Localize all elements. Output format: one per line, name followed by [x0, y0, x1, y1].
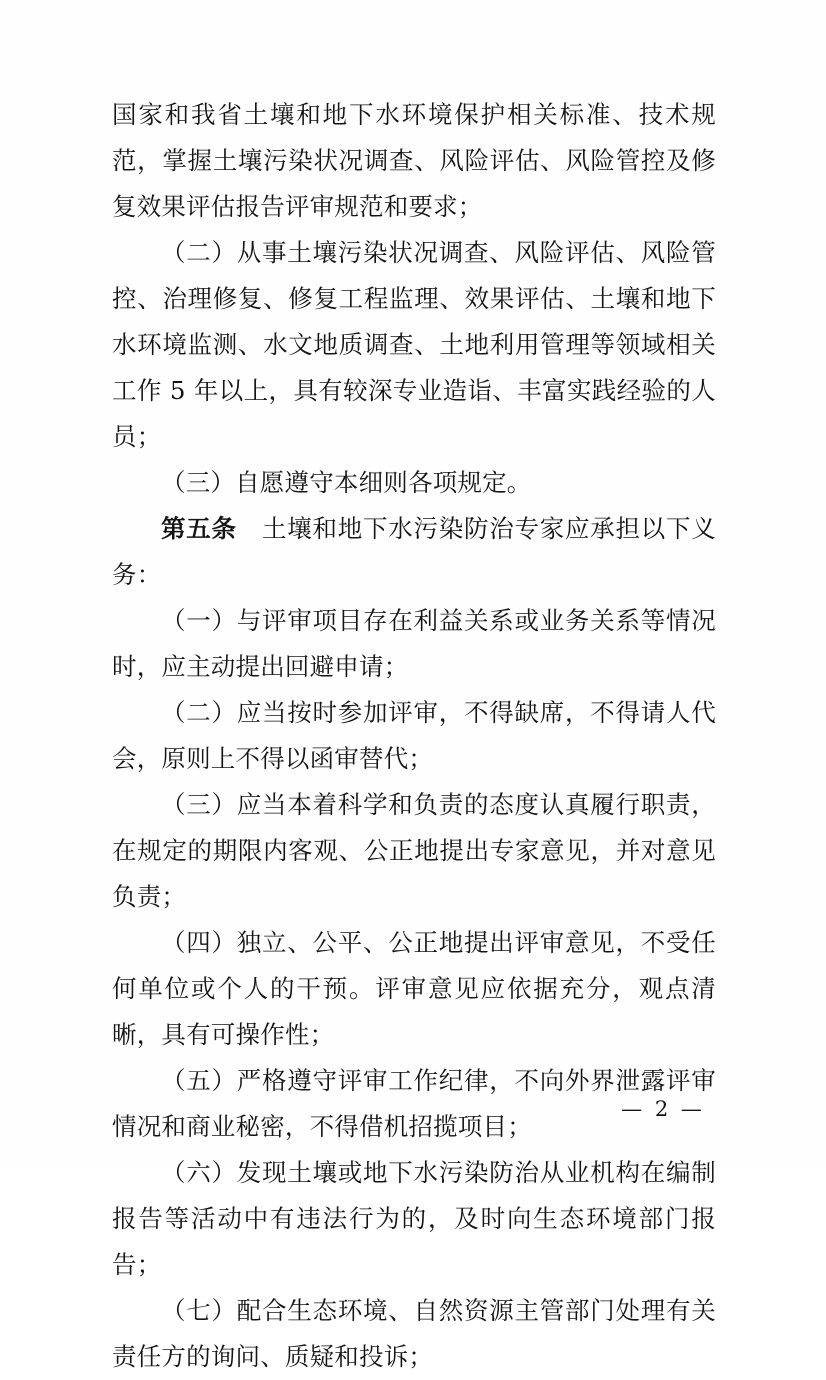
paragraph-article-5: [112, 506, 716, 598]
paragraph-duty-6: （六）发现土壤或地下水污染防治从业机构在编制报告等活动中有违法行为的，及时向生态环境部门报告；: [112, 1158, 716, 1279]
article-number-label: 第五条: [161, 514, 237, 543]
article-text: 土壤和地下水污染防治专家应承担以下义务：: [112, 514, 716, 589]
page-footer: [0, 1097, 826, 1121]
paragraph-duty-5: （五）严格遵守评审工作纪律，不向外界泄露评审情况和商业秘密，不得借机招揽项目；: [112, 1066, 716, 1141]
paragraph-continuation: 国家和我省土壤和地下水环境保护相关标准、技术规范，掌握土壤污染状况调查、风险评估、风险管控及修复效果评估报告评审规范和要求；: [112, 100, 716, 221]
paragraph-duty-4: （四）独立、公平、公正地提出评审意见，不受任何单位或个人的干预。评审意见应依据充分，观点清晰，具有可操作性；: [112, 928, 716, 1049]
paragraph-item-2: （二）从事土壤污染状况调查、风险评估、风险管控、治理修复、修复工程监理、效果评估、土壤和地下水环境监测、水文地质调查、土地利用管理等领域相关工作 5 年以上，具有较深专业造诣、丰富实践经验的人员；: [112, 238, 716, 451]
document-body: [112, 92, 716, 1380]
paragraph-duty-1: （一）与评审项目存在利益关系或业务关系等情况时，应主动提出回避申请；: [112, 606, 716, 681]
paragraph-duty-7: （七）配合生态环境、自然资源主管部门处理有关责任方的询问、质疑和投诉；: [112, 1296, 716, 1371]
page-number: — 2 —: [621, 1097, 705, 1121]
paragraph-duty-3: （三）应当本着科学和负责的态度认真履行职责，在规定的期限内客观、公正地提出专家意见，并对意见负责；: [112, 790, 716, 911]
paragraph-duty-2: （二）应当按时参加评审，不得缺席，不得请人代会，原则上不得以函审替代；: [112, 698, 716, 773]
paragraph-item-3: （三）自愿遵守本细则各项规定。: [161, 468, 532, 497]
